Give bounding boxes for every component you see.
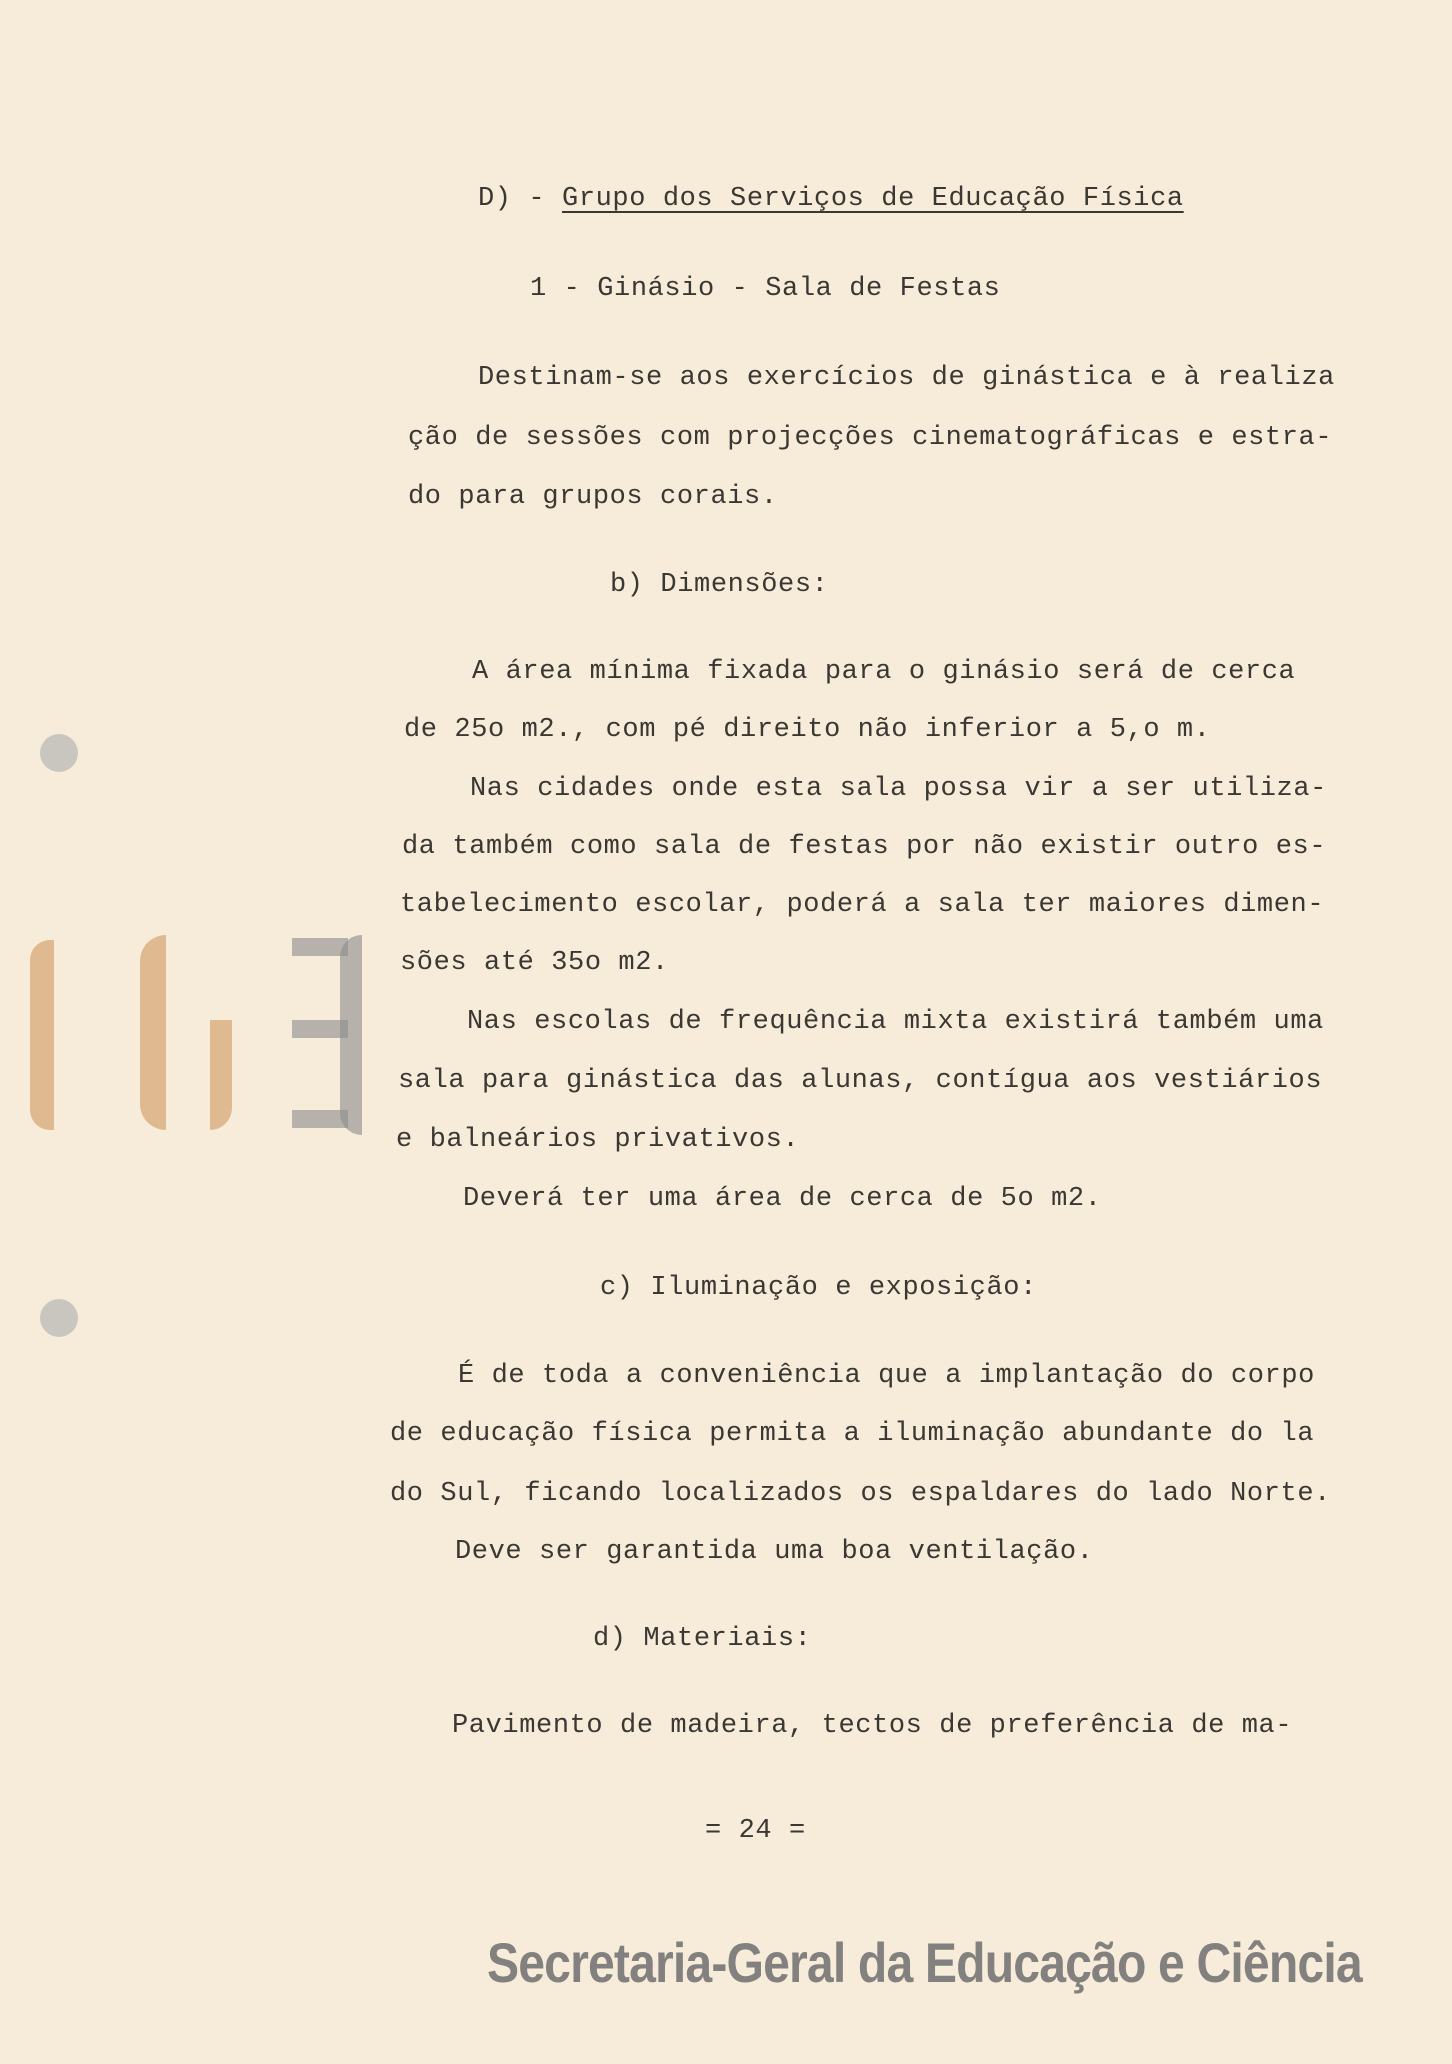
text-line: de 25o m2., com pé direito não inferior a 5,o m. <box>404 715 1211 745</box>
punch-hole-bottom <box>40 1299 78 1337</box>
page-number: = 24 = <box>705 1816 806 1846</box>
punch-hole-top <box>40 734 78 772</box>
subsection-heading: c) Iluminação e exposição: <box>600 1273 1037 1303</box>
text-line: do para grupos corais. <box>408 482 778 512</box>
heading-title: Grupo dos Serviços de Educação Física <box>562 184 1184 214</box>
text-line: É de toda a conveniência que a implantação do corpo <box>458 1361 1315 1391</box>
subsection-heading: b) Dimensões: <box>610 570 829 600</box>
text-line: Deve ser garantida uma boa ventilação. <box>455 1537 1094 1567</box>
text-line: Nas cidades onde esta sala possa vir a ser utiliza- <box>470 774 1327 804</box>
text-line: ção de sessões com projecções cinematográficas e estra- <box>408 423 1333 453</box>
text-line: de educação física permita a iluminação abundante do la <box>390 1419 1315 1449</box>
text-line: sala para ginástica das alunas, contígua aos vestiários <box>398 1066 1323 1096</box>
section-heading <box>478 184 1184 214</box>
text-line: A área mínima fixada para o ginásio será de cerca <box>472 657 1296 687</box>
text-line: Pavimento de madeira, tectos de preferência de ma- <box>452 1711 1293 1741</box>
text-line: Destinam-se aos exercícios de ginástica e à realiza <box>478 363 1335 393</box>
text-line: e balneários privativos. <box>396 1125 800 1155</box>
watermark-text: Secretaria-Geral da Educação e Ciência <box>487 1931 1362 1994</box>
heading-prefix: D) - <box>478 184 563 214</box>
subsection-heading: d) Materiais: <box>593 1624 812 1654</box>
text-line: Nas escolas de frequência mixta existirá também uma <box>467 1007 1324 1037</box>
subheading: 1 - Ginásio - Sala de Festas <box>530 274 1001 304</box>
text-line: do Sul, ficando localizados os espaldares do lado Norte. <box>390 1479 1331 1509</box>
text-line: tabelecimento escolar, poderá a sala ter maiores dimen- <box>400 890 1325 920</box>
text-line: Deverá ter uma área de cerca de 5o m2. <box>463 1184 1102 1214</box>
text-line: da também como sala de festas por não existir outro es- <box>402 832 1327 862</box>
text-line: sões até 35o m2. <box>400 948 669 978</box>
